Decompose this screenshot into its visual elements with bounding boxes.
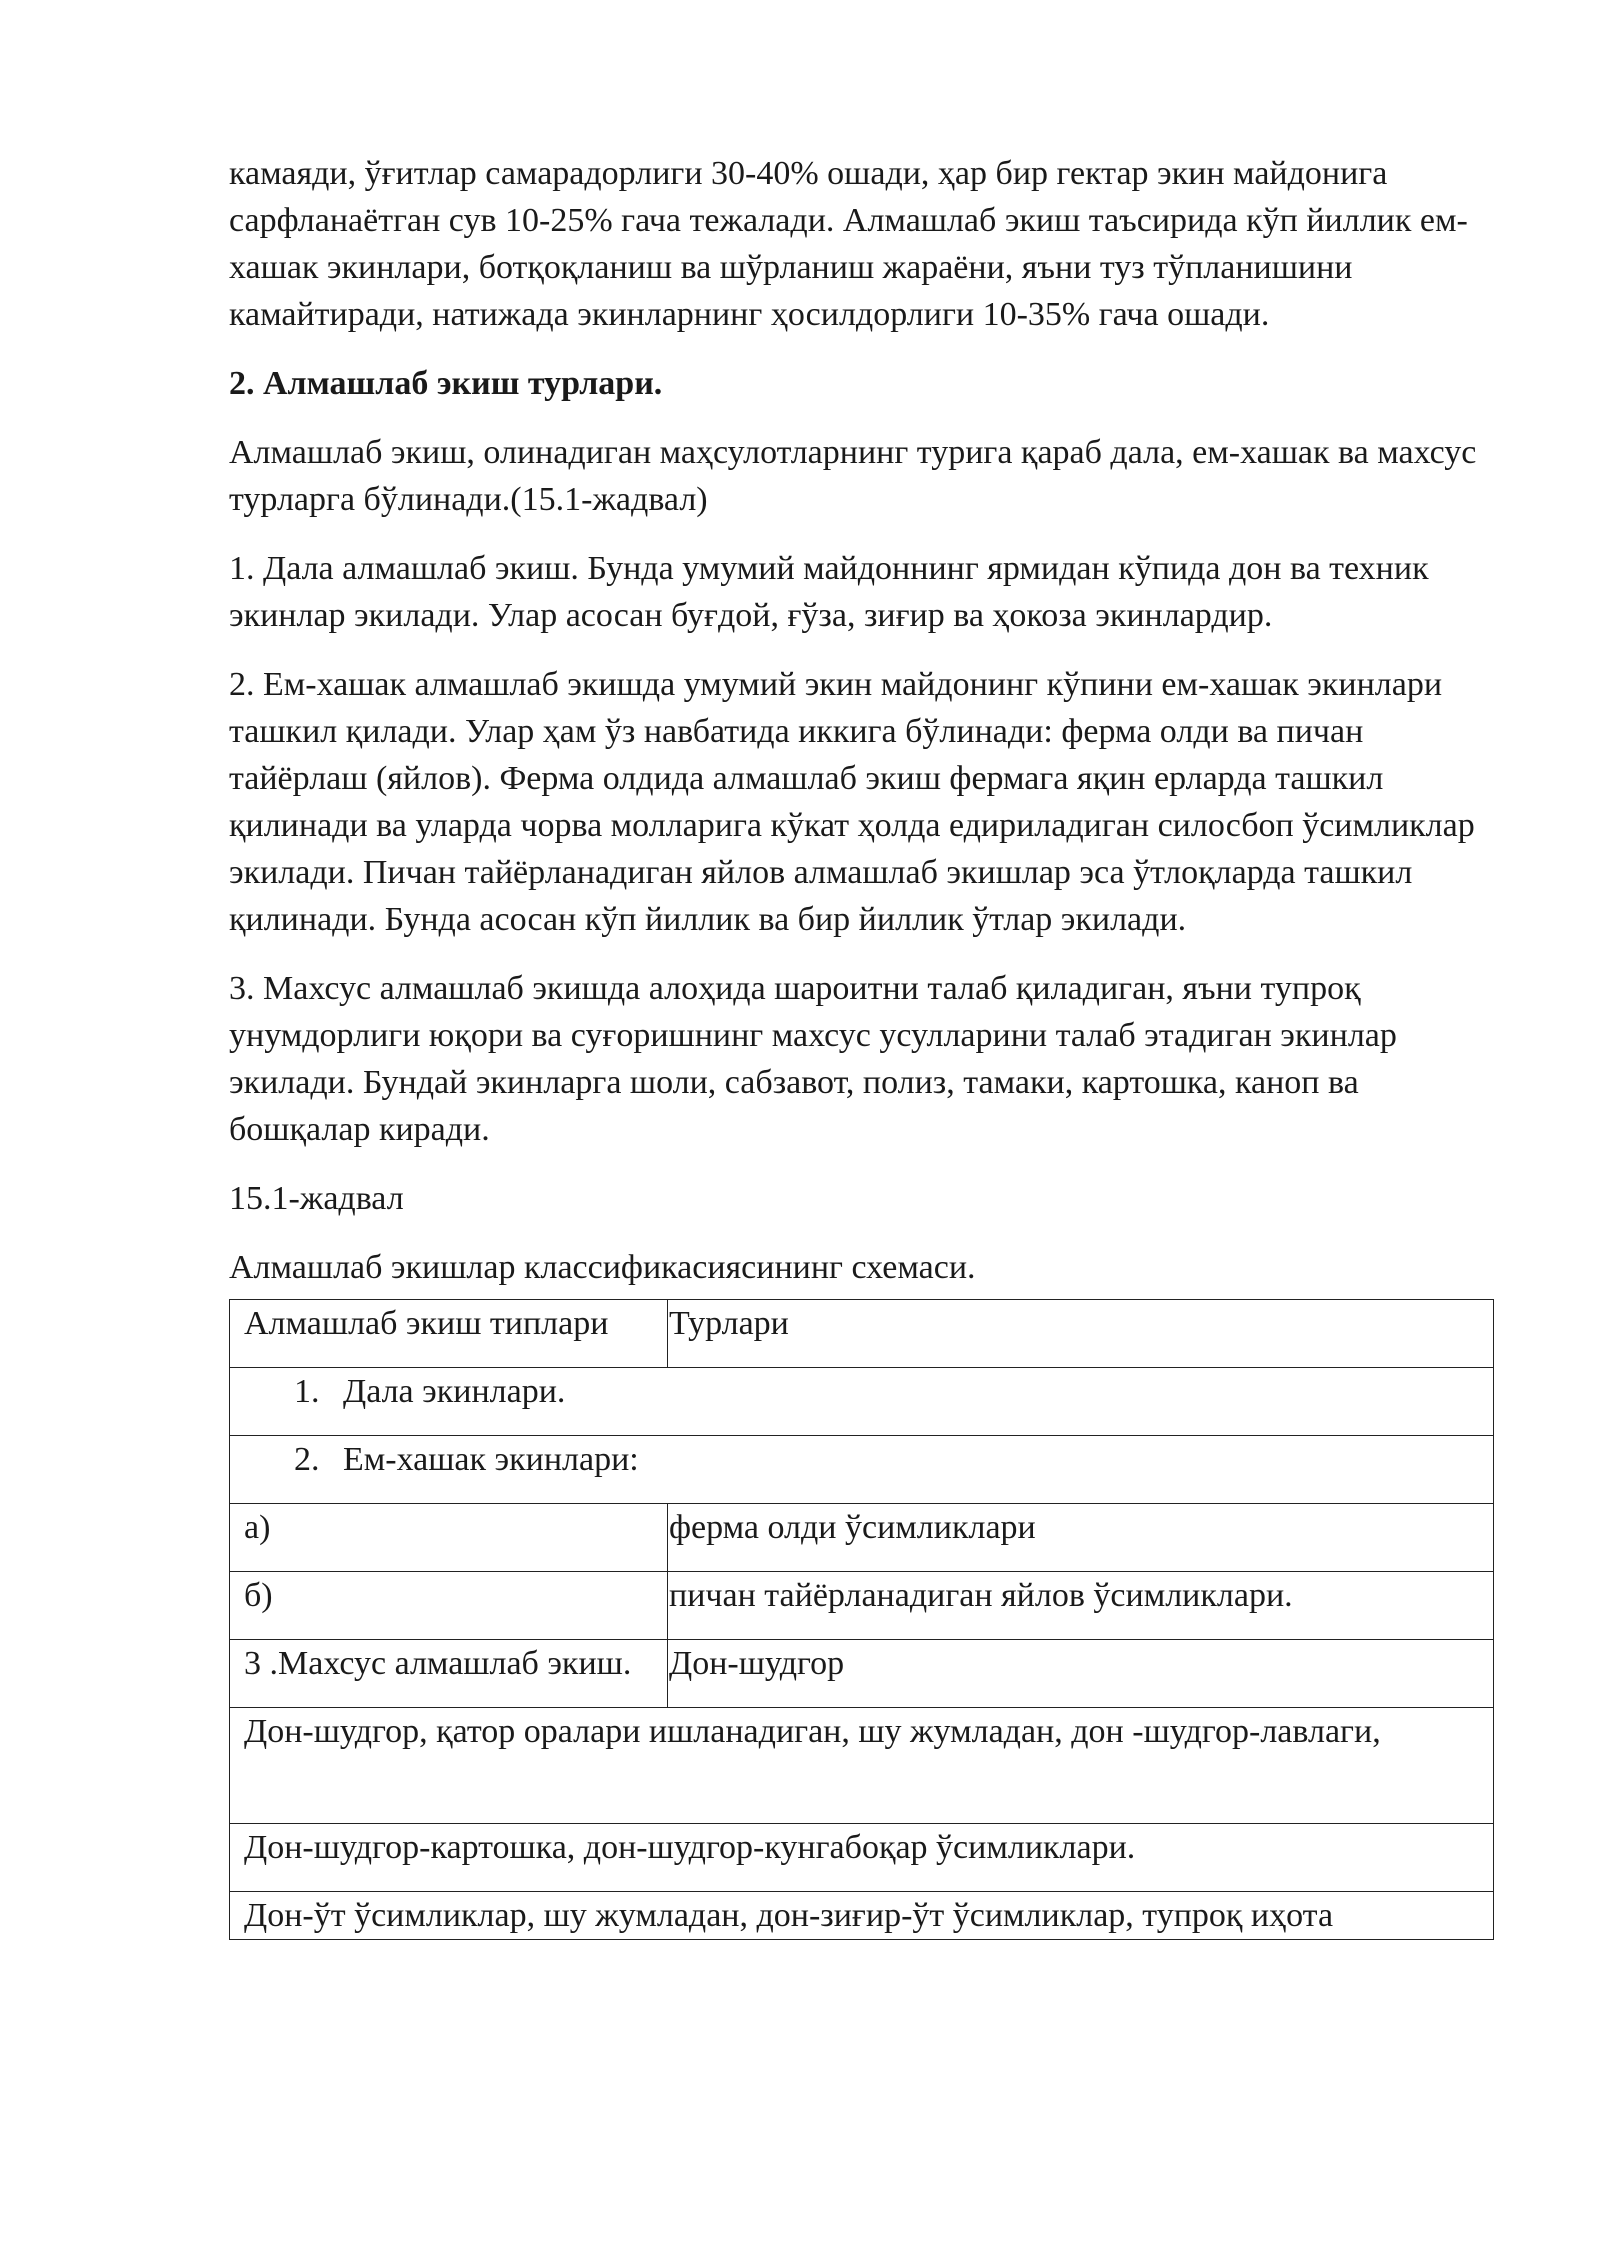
table-row	[230, 1892, 1494, 1940]
paragraph-intro: камаяди, ўғитлар самарадорлиги 30-40% ошади, ҳар бир гектар экин майдонига сарфланаётган сув 10-25% гача тежалади. Алмашлаб экиш таъсирида кўп йиллик ем-хашак экинлари, ботқоқланиш ва шўрланиш жараёни, яъни туз тўпланишини камайтиради, натижада экинларнинг ҳосилдорлиги 10-35% гача ошади.	[229, 155, 1468, 333]
cell-text: Ем-хашак экинлари:	[343, 1441, 639, 1478]
table-cell: Дон-шудгор, қатор оралари ишланадиган, шу жумладан, дон -шудгор-лавлаги,	[230, 1708, 1494, 1824]
table-cell: ферма олди ўсимликлари	[668, 1504, 1494, 1572]
table-row	[230, 1640, 1494, 1708]
classification-table	[229, 1299, 1494, 1940]
table-cell: 3 .Махсус алмашлаб экиш.	[230, 1640, 668, 1708]
table-cell	[230, 1436, 1494, 1504]
table-cell: Дон-шудгор	[668, 1640, 1494, 1708]
table-caption: Алмашлаб экишлар классификасиясининг схемаси.	[229, 1249, 976, 1286]
table-row	[230, 1436, 1494, 1504]
table-row	[230, 1504, 1494, 1572]
paragraph-types: Алмашлаб экиш, олинадиган маҳсулотларнинг турига қараб дала, ем-хашак ва махсус турларга бўлинади.(15.1-жадвал)	[229, 434, 1477, 518]
table-row	[230, 1368, 1494, 1436]
document-page	[229, 150, 1494, 1940]
table-cell: пичан тайёрланадиган яйлов ўсимликлари.	[668, 1572, 1494, 1640]
table-row	[230, 1708, 1494, 1824]
table-cell	[230, 1368, 1494, 1436]
table-row	[230, 1572, 1494, 1640]
cell-text: Дала экинлари.	[343, 1373, 566, 1410]
paragraph-fodder-rotation: 2. Ем-хашак алмашлаб экишда умумий экин майдонинг кўпини ем-хашак экинлари ташкил қилади. Улар ҳам ўз навбатида иккига бўлинади: ферма олди ва пичан тайёрлаш (яйлов). Ферма олдида алмашлаб экиш фермага яқин ерларда ташкил қилинади ва уларда чорва молларига кўкат ҳолда едириладиган силосбоп ўсимликлар экилади. Пичан тайёрланадиган яйлов алмашлаб экишлар эса ўтлоқларда ташкил қилинади. Бунда асосан кўп йиллик ва бир йиллик ўтлар экилади.	[229, 666, 1475, 938]
table-cell: Дон-шудгор-картошка, дон-шудгор-кунгабоқар ўсимликлари.	[230, 1824, 1494, 1892]
paragraph-special-rotation: 3. Махсус алмашлаб экишда алоҳида шароитни талаб қиладиган, яъни тупроқ унумдорлиги юқори ва суғоришнинг махсус усулларини талаб этадиган экинлар экилади. Бундай экинларга шоли, сабзавот, полиз, тамаки, картошка, каноп ва бошқалар киради.	[229, 970, 1397, 1148]
table-cell: Дон-ўт ўсимликлар, шу жумладан, дон-зиғир-ўт ўсимликлар, тупроқ иҳота	[230, 1892, 1494, 1940]
section-heading: 2. Алмашлаб экиш турлари.	[229, 365, 663, 402]
paragraph-field-rotation: 1. Дала алмашлаб экиш. Бунда умумий майдоннинг ярмидан кўпида дон ва техник экинлар экилади. Улар асосан буғдой, ғўза, зиғир ва ҳокоза экинлардир.	[229, 550, 1429, 634]
table-header-row	[230, 1300, 1494, 1368]
header-cell-kinds: Турлари	[668, 1300, 1494, 1368]
list-number: 2.	[294, 1441, 320, 1478]
table-row	[230, 1824, 1494, 1892]
header-cell-types: Алмашлаб экиш типлари	[230, 1300, 668, 1368]
table-cell: б)	[230, 1572, 668, 1640]
table-cell: а)	[230, 1504, 668, 1572]
table-number: 15.1-жадвал	[229, 1180, 404, 1217]
list-number: 1.	[294, 1373, 320, 1410]
